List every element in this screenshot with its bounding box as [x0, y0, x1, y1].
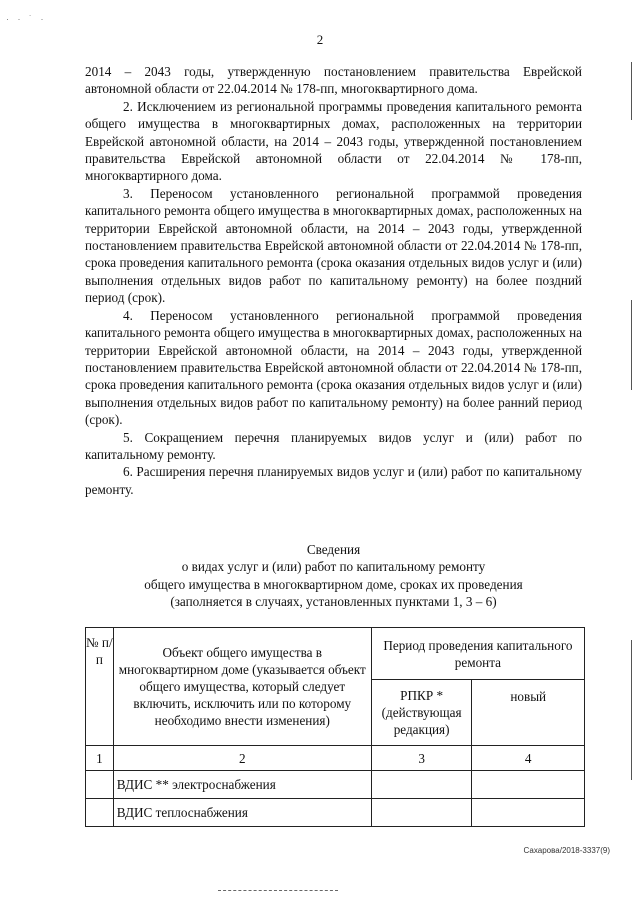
scan-artifact-line — [218, 890, 338, 891]
paragraph-continuation: 2014 – 2043 годы, утвержденную постановлением правительства Еврейской автономной области от 22.04.2014 № 178-пп, многоквартирного дома. — [85, 64, 582, 97]
page-number: 2 — [316, 32, 324, 47]
heading-line: общего имущества в многоквартирном доме, сроках их проведения — [144, 576, 523, 592]
table-header-row — [86, 628, 585, 680]
row-num — [86, 771, 114, 799]
heading-title: Сведения — [306, 542, 361, 557]
column-number: 2 — [113, 746, 371, 771]
row-new — [472, 771, 585, 799]
scan-artifact-marks: · · ˙ · — [6, 14, 47, 24]
scan-edge-line — [631, 62, 632, 120]
paragraph-item-2: 2. Исключением из региональной программы проведения капитального ремонта общего имущества в многоквартирных домах, расположенных на территории Еврейской автономной области, на 2014 – 2043 годы, утвержденной постановлением правительства Еврейской автономной области от 22.04.2014 № 178-пп, многоквартирного дома. — [85, 98, 582, 184]
table-row — [86, 799, 585, 827]
row-object: ВДИС ** электроснабжения — [113, 771, 371, 799]
paragraph-item-4: 4. Переносом установленного региональной программой проведения капитального ремонта общего имущества в многоквартирных домах, расположенных на территории Еврейской автономной области, на 2014 – 2043 годы, утвержденной постановлением правительства Еврейской автономной области от 22.04.2014 № 178-пп, срока проведения капитального ремонта (срока оказания отдельных видов услуг и (или) выполнения отдельных видов работ по капитальному ремонту) на более ранний период (срок). — [85, 307, 582, 428]
works-table — [85, 627, 585, 827]
row-num — [86, 799, 114, 827]
header-period: Период проведения капитального ремонта — [371, 628, 584, 680]
column-number: 1 — [86, 746, 114, 771]
column-number: 3 — [371, 746, 472, 771]
table-column-numbers-row — [86, 746, 585, 771]
paragraph-item-6: 6. Расширения перечня планируемых видов услуг и (или) работ по капитальному ремонту. — [85, 464, 582, 497]
header-rpkr: РПКР * (действующая редакция) — [371, 680, 472, 746]
body-text — [85, 63, 582, 498]
row-rpkr — [371, 771, 472, 799]
row-new — [472, 799, 585, 827]
table-row — [86, 771, 585, 799]
scan-edge-line — [631, 300, 632, 390]
paragraph-item-3: 3. Переносом установленного региональной программой проведения капитального ремонта общего имущества в многоквартирных домах, расположенных на территории Еврейской автономной области, на 2014 – 2043 годы, утвержденной постановлением правительства Еврейской автономной области от 22.04.2014 № 178-пп, срока проведения капитального ремонта (срока оказания отдельных видов услуг и (или) выполнения отдельных видов работ по капитальному ремонту) на более поздний период (срок). — [85, 185, 582, 306]
document-code: Сахарова/2018-3337(9) — [523, 846, 610, 855]
column-number: 4 — [472, 746, 585, 771]
heading-line: о видах услуг и (или) работ по капитальному ремонту — [181, 559, 486, 575]
scan-edge-line — [631, 640, 632, 780]
header-num: № п/п — [86, 628, 114, 746]
header-object: Объект общего имущества в многоквартирном доме (указывается объект общего имущества, который следует включить, исключить или по которому необходимо внести изменения) — [113, 628, 371, 746]
paragraph-item-5: 5. Сокращением перечня планируемых видов услуг и (или) работ по капитальному ремонту. — [85, 429, 582, 462]
row-rpkr — [371, 799, 472, 827]
row-object: ВДИС теплоснабжения — [113, 799, 371, 827]
heading-line: (заполняется в случаях, установленных пунктами 1, 3 – 6) — [170, 594, 497, 610]
header-new: новый — [472, 680, 585, 746]
section-heading — [85, 541, 582, 611]
